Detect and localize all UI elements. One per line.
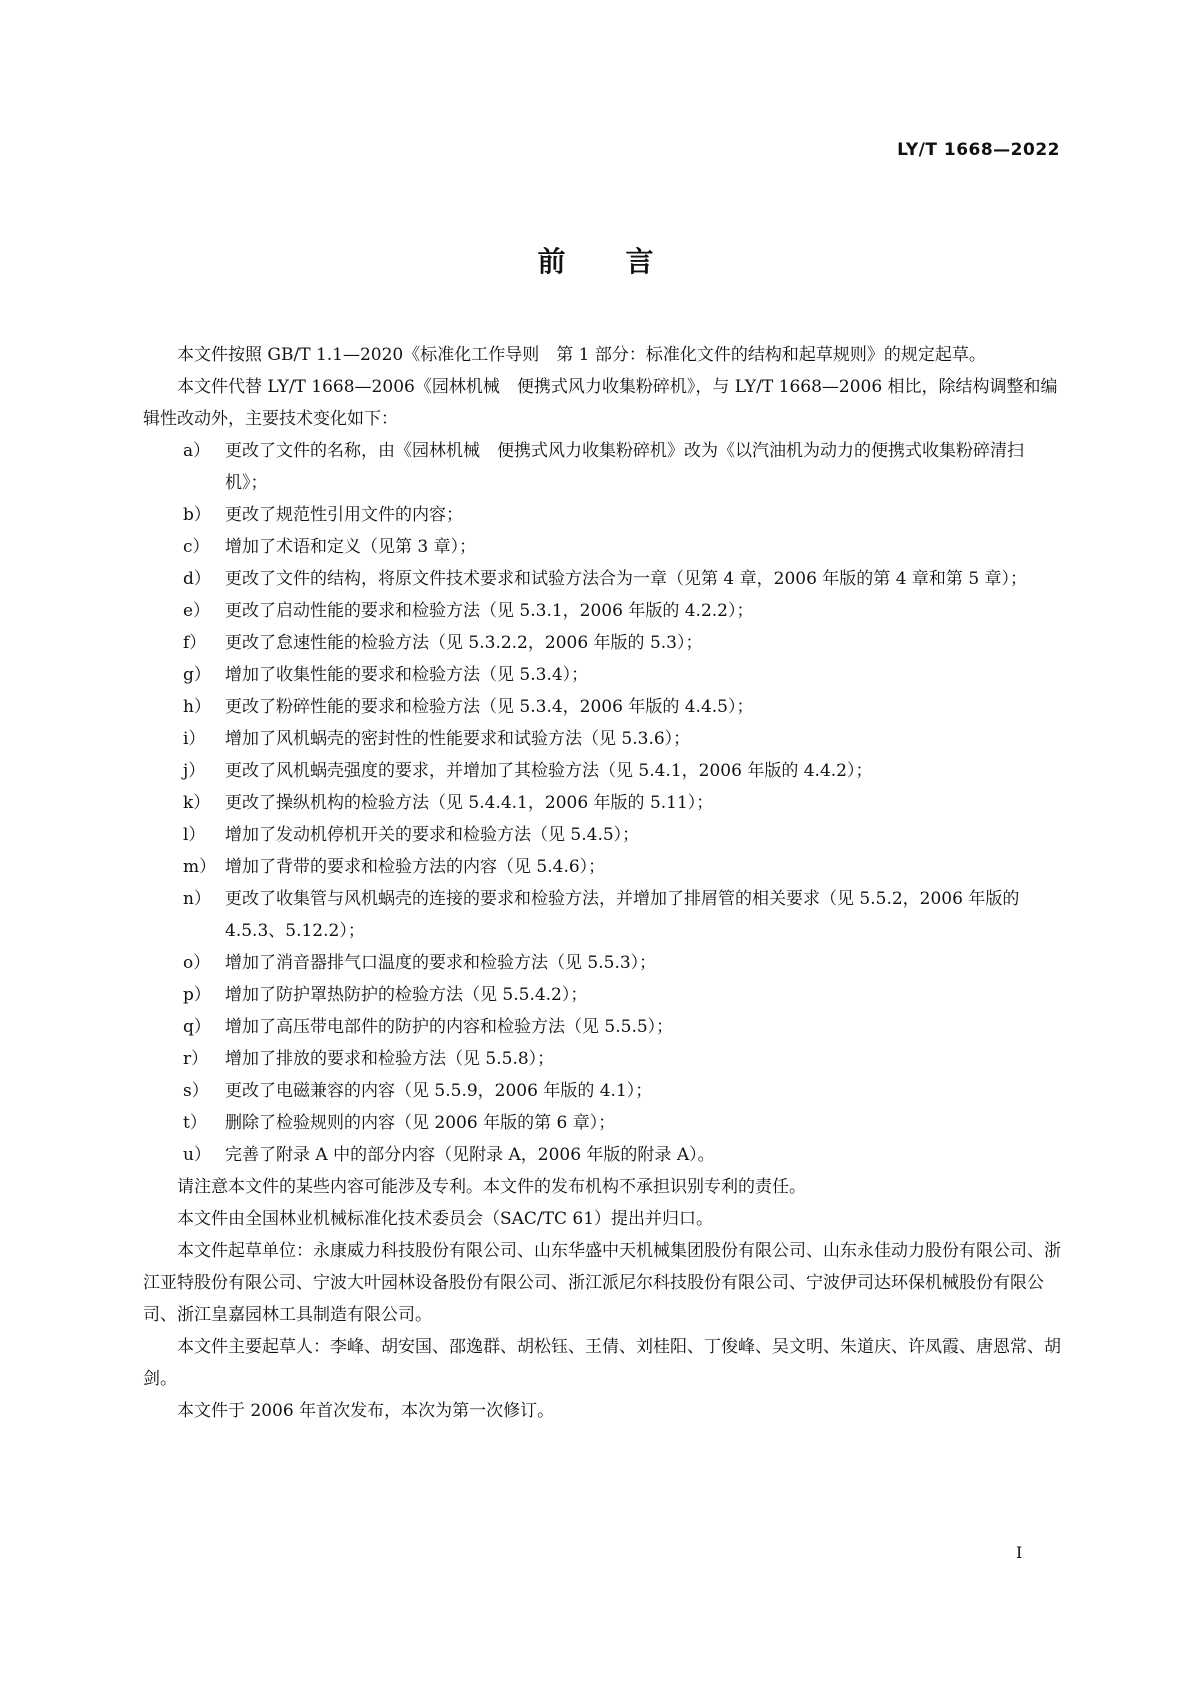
list-marker: l） (183, 825, 206, 845)
list-marker: u） (183, 1145, 211, 1165)
list-item (143, 499, 1065, 531)
list-item (143, 1139, 1065, 1171)
list-marker: c） (183, 537, 210, 557)
list-item-text: 更改了收集管与风机蜗壳的连接的要求和检验方法，并增加了排屑管的相关要求（见 5.5.2，2006 年版的 4.5.3、5.12.2）； (225, 889, 1020, 941)
list-marker: o） (183, 953, 211, 973)
list-item-text: 增加了消音器排气口温度的要求和检验方法（见 5.5.3）； (225, 953, 657, 973)
list-item-text: 更改了怠速性能的检验方法（见 5.3.2.2，2006 年版的 5.3）； (225, 633, 703, 653)
list-item-text: 更改了风机蜗壳强度的要求，并增加了其检验方法（见 5.4.1，2006 年版的 4.4.2）； (225, 761, 873, 781)
list-item (143, 755, 1065, 787)
list-item-text: 增加了术语和定义（见第 3 章）； (225, 537, 477, 557)
intro-paragraph-1: 本文件按照 GB/T 1.1—2020《标准化工作导则 第 1 部分：标准化文件的结构和起草规则》的规定起草。 (177, 345, 986, 365)
list-marker: n） (183, 889, 211, 909)
list-marker: p） (183, 985, 211, 1005)
list-marker: j） (183, 761, 206, 781)
list-item (143, 819, 1065, 851)
list-item-text: 删除了检验规则的内容（见 2006 年版的第 6 章）； (225, 1113, 616, 1133)
list-marker: m） (183, 857, 217, 877)
foreword-body (143, 339, 1065, 1427)
changes-list (143, 435, 1065, 1171)
list-marker: t） (183, 1113, 207, 1133)
list-item-text: 更改了文件的名称，由《园林机械 便携式风力收集粉碎机》改为《以汽油机为动力的便携式收集粉碎清扫机》； (225, 441, 1024, 493)
list-item (143, 947, 1065, 979)
list-item-text: 更改了文件的结构，将原文件技术要求和试验方法合为一章（见第 4 章，2006 年版的第 4 章和第 5 章）； (225, 569, 1028, 589)
title-char-2: 言 (625, 245, 654, 278)
intro-paragraph-2: 本文件代替 LY/T 1668—2006《园林机械 便携式风力收集粉碎机》，与 LY/T 1668—2006 相比，除结构调整和编辑性改动外，主要技术变化如下： (143, 377, 1058, 429)
list-item (143, 563, 1065, 595)
list-item (143, 435, 1065, 499)
list-item (143, 787, 1065, 819)
list-item-text: 更改了电磁兼容的内容（见 5.5.9，2006 年版的 4.1）； (225, 1081, 653, 1101)
list-item (143, 1107, 1065, 1139)
drafters: 本文件主要起草人：李峰、胡安国、邵逸群、胡松钰、王倩、刘桂阳、丁俊峰、吴文明、朱道庆、许凤霞、唐恩常、胡剑。 (143, 1337, 1061, 1389)
publication-history: 本文件于 2006 年首次发布，本次为第一次修订。 (177, 1401, 555, 1421)
list-item-text: 增加了发动机停机开关的要求和检验方法（见 5.4.5）； (225, 825, 640, 845)
list-marker: k） (183, 793, 211, 813)
list-item (143, 883, 1065, 947)
title-char-1: 前 (537, 245, 566, 278)
list-item-text: 增加了风机蜗壳的密封性的性能要求和试验方法（见 5.3.6）； (225, 729, 691, 749)
list-item-text: 更改了粉碎性能的要求和检验方法（见 5.3.4，2006 年版的 4.4.5）； (225, 697, 754, 717)
list-item (143, 1075, 1065, 1107)
list-item (143, 595, 1065, 627)
list-marker: q） (183, 1017, 211, 1037)
list-item-text: 增加了排放的要求和检验方法（见 5.5.8）； (225, 1049, 555, 1069)
list-item (143, 979, 1065, 1011)
page-title (0, 240, 1191, 280)
list-marker: h） (183, 697, 211, 717)
drafting-units: 本文件起草单位：永康威力科技股份有限公司、山东华盛中天机械集团股份有限公司、山东永佳动力股份有限公司、浙江亚特股份有限公司、宁波大叶园林设备股份有限公司、浙江派尼尔科技股份有限公司、宁波伊司达环保机械股份有限公司、浙江皇嘉园林工具制造有限公司。 (143, 1241, 1061, 1325)
list-item-text: 完善了附录 A 中的部分内容（见附录 A，2006 年版的附录 A）。 (225, 1145, 715, 1165)
list-item-text: 增加了收集性能的要求和检验方法（见 5.3.4）； (225, 665, 589, 685)
proposer-statement: 本文件由全国林业机械标准化技术委员会（SAC/TC 61）提出并归口。 (177, 1209, 714, 1229)
list-item-text: 增加了背带的要求和检验方法的内容（见 5.4.6）； (225, 857, 606, 877)
list-marker: i） (183, 729, 206, 749)
list-item (143, 723, 1065, 755)
list-marker: f） (183, 633, 207, 653)
list-item (143, 659, 1065, 691)
patent-notice: 请注意本文件的某些内容可能涉及专利。本文件的发布机构不承担识别专利的责任。 (177, 1177, 806, 1197)
list-item-text: 更改了启动性能的要求和检验方法（见 5.3.1，2006 年版的 4.2.2）； (225, 601, 754, 621)
list-item (143, 1011, 1065, 1043)
list-item (143, 851, 1065, 883)
list-marker: b） (183, 505, 211, 525)
list-marker: d） (183, 569, 211, 589)
page-number: I (1016, 1543, 1023, 1562)
list-item (143, 1043, 1065, 1075)
list-item-text: 增加了高压带电部件的防护的内容和检验方法（见 5.5.5）； (225, 1017, 674, 1037)
standard-code: LY/T 1668—2022 (897, 140, 1060, 160)
list-item-text: 更改了操纵机构的检验方法（见 5.4.4.1，2006 年版的 5.11）； (225, 793, 714, 813)
list-marker: s） (183, 1081, 209, 1101)
list-item-text: 更改了规范性引用文件的内容； (225, 505, 463, 525)
list-marker: e） (183, 601, 211, 621)
list-marker: g） (183, 665, 211, 685)
list-marker: r） (183, 1049, 209, 1069)
list-item-text: 增加了防护罩热防护的检验方法（见 5.5.4.2）； (225, 985, 588, 1005)
list-item (143, 691, 1065, 723)
list-item (143, 531, 1065, 563)
list-marker: a） (183, 441, 211, 461)
list-item (143, 627, 1065, 659)
